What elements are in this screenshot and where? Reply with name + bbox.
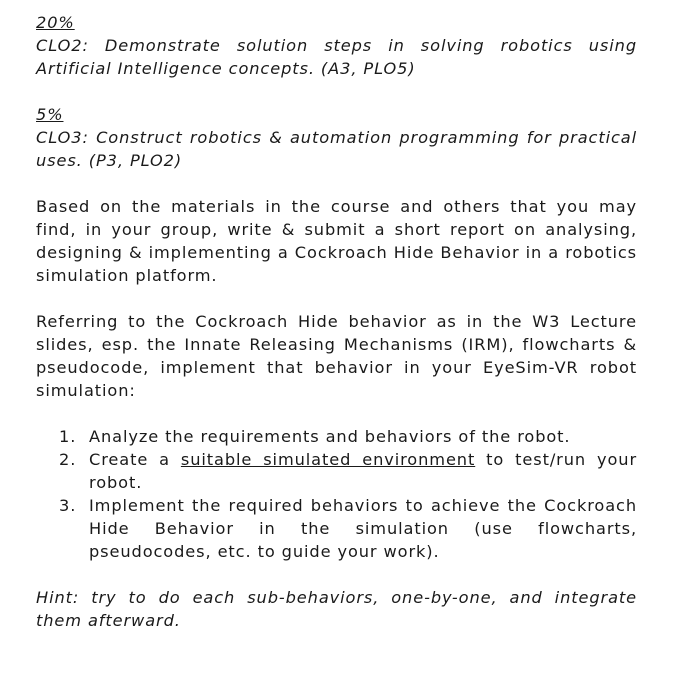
task-text: Analyze the requirements and behaviors of the robot.	[89, 427, 571, 446]
task-number: 2.	[59, 450, 77, 469]
hint-text: Hint: try to do each sub-behaviors, one-by-one, and integrate them afterward.	[36, 588, 637, 630]
referring-paragraph: Referring to the Cockroach Hide behavior as in the W3 Lecture slides, esp. the Innate Releasing Mechanisms (IRM), flowcharts & pseudocode, implement that behavior in your EyeSim-VR robot simulation:	[36, 312, 637, 400]
clo3-section	[36, 103, 637, 172]
task-item	[59, 425, 637, 448]
spacer	[36, 402, 637, 425]
intro-paragraph: Based on the materials in the course and others that you may find, in your group, write & submit a short report on analysing, designing & implementing a Cockroach Hide Behavior in a robotics simulation platform.	[36, 197, 637, 285]
task-text-after: to test/run your robot.	[89, 450, 637, 492]
spacer	[36, 172, 637, 195]
task-list	[36, 425, 637, 563]
task-number: 1.	[59, 427, 77, 446]
task-number: 3.	[59, 496, 77, 515]
clo2-section	[36, 11, 637, 80]
spacer	[36, 563, 637, 586]
task-text: Implement the required behaviors to achieve the Cockroach Hide Behavior in the simulation (use flowcharts, pseudocodes, etc. to guide your work).	[89, 496, 637, 561]
spacer	[36, 287, 637, 310]
clo2-description: CLO2: Demonstrate solution steps in solving robotics using Artificial Intelligence concepts. (A3, PLO5)	[36, 36, 637, 78]
suitable-environment-link[interactable]: suitable simulated environment	[180, 450, 476, 469]
clo3-weight: 5%	[36, 105, 64, 124]
task-text-before: Create a	[89, 450, 181, 469]
task-item	[59, 448, 637, 494]
spacer	[36, 80, 637, 103]
clo2-weight: 20%	[36, 13, 75, 32]
task-item	[59, 494, 637, 563]
assignment-document	[36, 11, 637, 632]
clo3-description: CLO3: Construct robotics & automation programming for practical uses. (P3, PLO2)	[36, 128, 637, 170]
